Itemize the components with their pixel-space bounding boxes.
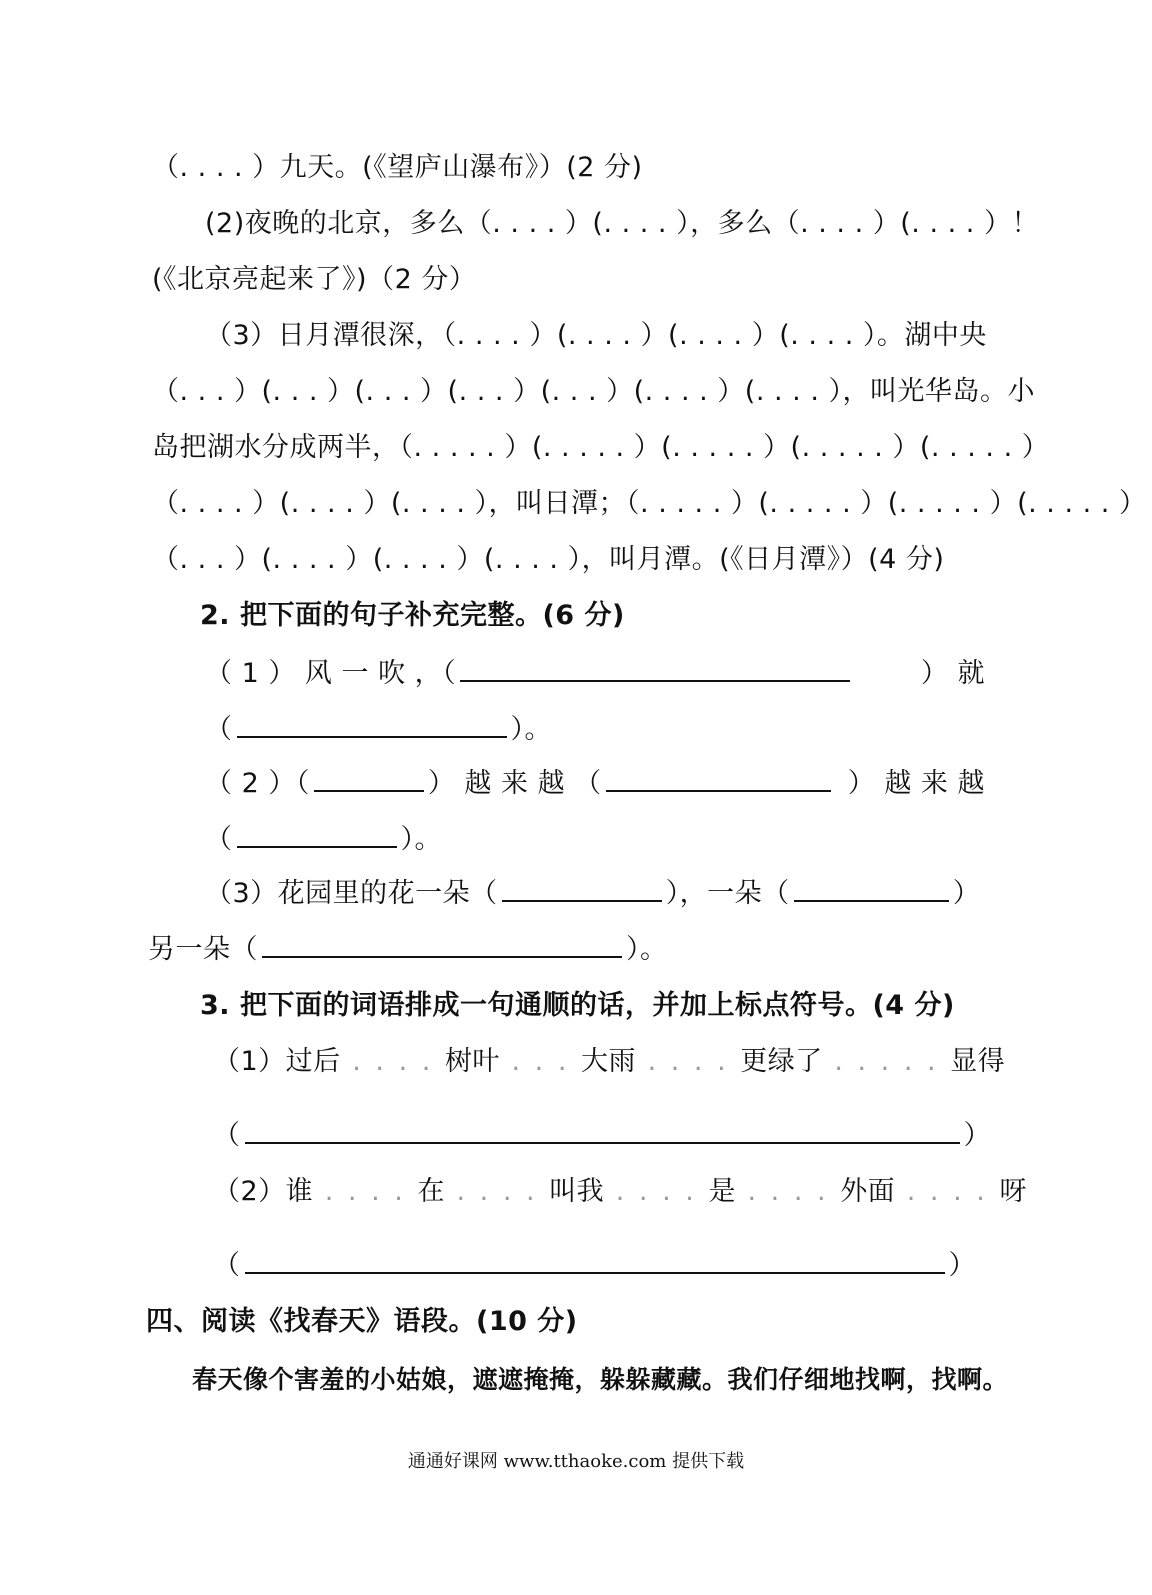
q2-s2-blank3[interactable] <box>237 824 397 848</box>
q2-s1-open: （ <box>205 714 233 745</box>
q3-s2-word: 外面 <box>840 1176 896 1207</box>
page-footer: 通通好课网 www.tthaoke.com 提供下载 <box>407 1451 745 1472</box>
q1-3-line2: （. . . ）(. . . ）(. . . ）(. . . ）(. . . ）(. . . . ）(. . . . ），叫光华岛。小 <box>152 376 1035 407</box>
q2-s1-close: ）。 <box>510 714 552 745</box>
q2-s1-text: （ 1 ） 风 一 吹 ，（ <box>205 658 457 689</box>
q1-3-line5: （. . . ）(. . . . ）(. . . . ）(. . . . ），叫月潭。(《日月潭》）(4 分) <box>152 544 945 575</box>
q3-s1-words: （1）过后 . . . . 树叶 . . . 大雨 . . . . 更绿了 . . . . . 显得 <box>213 1046 1006 1077</box>
q3-s1-blank[interactable] <box>245 1120 960 1144</box>
q3-s2-word: 是 <box>708 1176 736 1207</box>
q3-s1-word: （1）过后 <box>213 1046 341 1077</box>
q1-2-line2: (《北京亮起来了》)（2 分） <box>152 264 477 295</box>
q2-s2-close: ）。 <box>400 824 442 855</box>
q2-s2-mid: ） 越 来 越 （ <box>427 768 602 799</box>
q3-s1-open: （ <box>213 1120 241 1151</box>
q2-s1-blank2[interactable] <box>237 714 507 738</box>
q2-title: 2. 把下面的句子补充完整。(6 分) <box>200 600 625 631</box>
section4-passage: 春天像个害羞的小姑娘，遮遮掩掩，躲躲藏藏。我们仔细地找啊，找啊。 <box>192 1365 1009 1394</box>
q2-s2-line2 <box>205 822 442 858</box>
q3-s2-open: （ <box>213 1250 241 1281</box>
q2-s3-mid: ），一朵（ <box>665 878 790 909</box>
q3-s2-blank[interactable] <box>245 1250 945 1274</box>
q1-3-line3: 岛把湖水分成两半，（. . . . . ）(. . . . . ）(. . . . . ）(. . . . . ）(. . . . . ） <box>152 432 1050 463</box>
q2-s2-text: （ 2 ）（ <box>205 768 310 799</box>
q1-1-tail: （. . . . ）九天。(《望庐山瀑布》）(2 分) <box>152 152 643 183</box>
q3-s1-word: 显得 <box>950 1046 1006 1077</box>
q3-s2-word: 呀 <box>999 1176 1027 1207</box>
q2-s3-blank2[interactable] <box>794 878 949 902</box>
q1-3-line4: （. . . . ）(. . . . ）(. . . . ），叫日潭；（. . . . . ）(. . . . . ）(. . . . . ）(. . . . . ） <box>152 488 1147 519</box>
q2-s2-line1 <box>205 766 985 802</box>
q2-s3-close1: ） <box>952 878 981 909</box>
q2-s3-blank3[interactable] <box>262 934 622 958</box>
q3-s1-close: ） <box>963 1120 991 1151</box>
q2-s3-line2 <box>148 932 668 968</box>
q3-s2-words: （2）谁 . . . . 在 . . . . 叫我 . . . . 是 . . . . 外面 . . . . 呀 <box>213 1176 1027 1207</box>
q3-s2-word: 叫我 <box>549 1176 605 1207</box>
q3-s2-close: ） <box>948 1250 976 1281</box>
q3-s1-word: 大雨 <box>581 1046 637 1077</box>
q2-s2-blank1[interactable] <box>314 768 424 792</box>
q1-2-line1: (2)夜晚的北京，多么（. . . . ）(. . . . ），多么（. . . . ）(. . . . ）！ <box>205 208 1039 239</box>
q3-s2-word: 在 <box>417 1176 445 1207</box>
q2-s3-another: 另一朵（ <box>148 934 258 965</box>
q2-s3-line1 <box>205 876 980 912</box>
q2-s3-text: （3）花园里的花一朵（ <box>205 878 498 909</box>
q2-s3-blank1[interactable] <box>502 878 662 902</box>
q3-s1-word: 树叶 <box>444 1046 500 1077</box>
section4-title: 四、阅读《找春天》语段。(10 分) <box>146 1306 578 1337</box>
q3-s2-word: （2）谁 <box>213 1176 314 1207</box>
q2-s2-open: （ <box>205 824 233 855</box>
q2-s1-line1 <box>205 656 985 692</box>
q3-s2-answer <box>213 1248 976 1284</box>
q3-s1-answer <box>213 1118 991 1154</box>
q2-s1-line2 <box>205 712 552 748</box>
q3-title: 3. 把下面的词语排成一句通顺的话，并加上标点符号。(4 分) <box>200 990 955 1021</box>
q2-s1-jiu: ） 就 <box>920 658 985 689</box>
q2-s3-close2: ）。 <box>626 934 668 965</box>
q1-3-line1: （3）日月潭很深，（. . . . ）(. . . . ）(. . . . ）(. . . . ）。湖中央 <box>205 320 987 351</box>
q2-s2-end: ） 越 来 越 <box>847 768 985 799</box>
q2-s1-blank1[interactable] <box>460 658 850 682</box>
q2-s2-blank2[interactable] <box>606 768 831 792</box>
q3-s1-word: 更绿了 <box>740 1046 823 1077</box>
